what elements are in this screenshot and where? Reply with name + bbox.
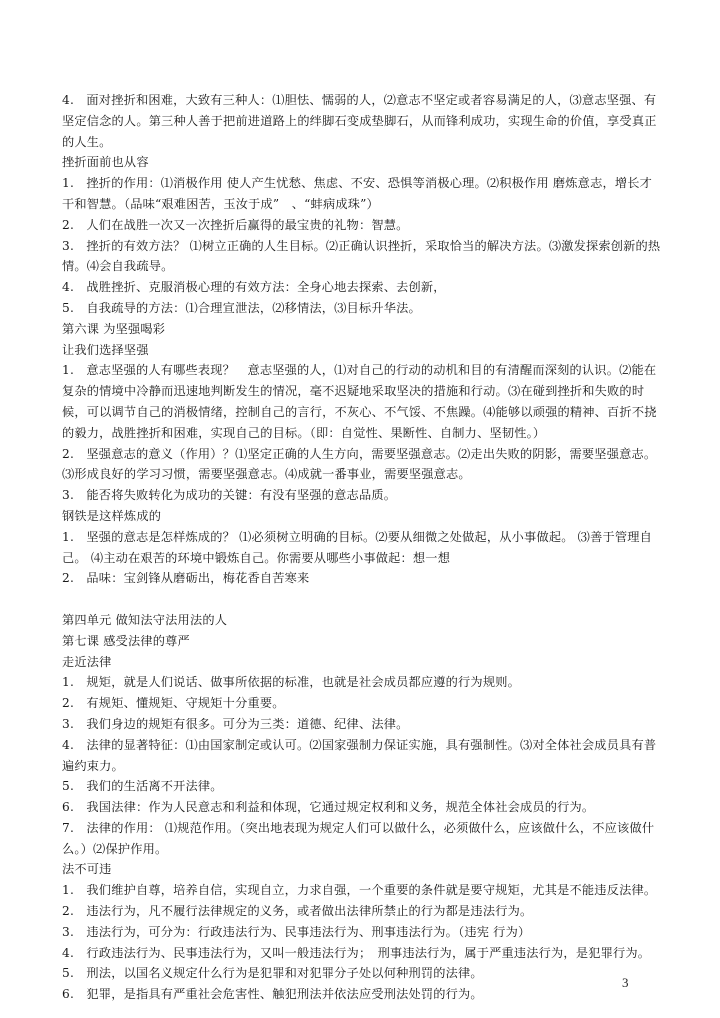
section-heading: 法不可违 [62,862,112,877]
text-line: 1. 意志坚强的人有哪些表现？ 意志坚强的人，⑴对自己的行动的动机和目的有清醒而深刻的认识。⑵能在复杂的情境中冷静而迅速地判断发生的情况，毫不迟疑地采取坚决的措施和行动。⑶在碰到挫折和失败的时候，可以调节自己的消极情绪，控制自己的言行，不灰心、不气馁、不焦躁。⑷能够以顽强的精神、百折不挠的毅力，战胜挫折和困难，实现自己的目标。（即：自觉性、果断性、自制力、坚韧性。） [62,363,657,440]
unit-heading: 第四单元 做知法守法用法的人 [62,612,228,627]
text-line: 7. 法律的作用： ⑴规范作用。（突出地表现为规定人们可以做什么，必须做什么，应该做什么，不应该做什么。）⑵保护作用。 [62,820,655,856]
text-line: 1. 挫折的作用：⑴消极作用 使人产生忧愁、焦虑、不安、恐惧等消极心理。⑵积极作用 磨炼意志，增长才干和智慧。（品味“艰难困苦，玉汝于成” 、“蚌病成珠”） [62,176,653,211]
page-body [62,90,662,1005]
text-line: 4. 战胜挫折、克服消极心理的有效方法：全身心地去探索、去创新， [62,280,446,295]
text-line: 5. 刑法，以国名义规定什么行为是犯罪和对犯罪分子处以何种刑罚的法律。 [62,966,483,981]
text-line: 2. 品味：宝剑锋从磨砺出，梅花香自苦寒来 [62,571,310,586]
text-line: 5. 我们的生活离不开法律。 [62,779,223,794]
text-line: 3. 违法行为，可分为：行政违法行为、民事违法行为、刑事违法行为。（违宪 行为） [62,924,531,939]
text-line: 3. 我们身边的规矩有很多。可分为三类：道德、纪律、法律。 [62,716,409,731]
text-line: 2. 人们在战胜一次又一次挫折后赢得的最宝贵的礼物：智慧。 [62,217,409,232]
text-line: 2. 有规矩、懂规矩、守规矩十分重要。 [62,696,285,711]
text-line: 4. 法律的显著特征：⑴由国家制定或认可。⑵国家强制力保证实施，具有强制性。⑶对全体社会成员具有普遍约束力。 [62,737,657,773]
section-heading: 让我们选择坚强 [62,342,149,357]
section-heading: 走近法律 [62,654,112,669]
text-line: 4. 行政违法行为、民事违法行为，又叫一般违法行为； 刑事违法行为，属于严重违法行为，是犯罪行为。 [62,945,651,960]
text-line: 3. 挫折的有效方法？ ⑴树立正确的人生目标。⑵正确认识挫折，采取恰当的解决方法。⑶激发探索创新的热情。⑷会自我疏导。 [62,238,661,274]
text-line: 6. 犯罪，是指具有严重社会危害性、触犯刑法并依法应受刑法处罚的行为。 [62,987,483,1002]
text-line: 2. 违法行为，凡不履行法律规定的义务，或者做出法律所禁止的行为都是违法行为。 [62,904,533,919]
text-line: 2. 坚强意志的意义（作用）？⑴坚定正确的人生方向，需要坚强意志。⑵走出失败的阴影，需要坚强意志。⑶形成良好的学习习惯，需要坚强意志。⑷成就一番事业，需要坚强意志。 [62,446,657,482]
blank-line [62,589,662,610]
lesson-heading: 第六课 为坚强喝彩 [62,321,166,336]
text-line: 1. 规矩，就是人们说话、做事所依据的标准，也就是社会成员都应遵的行为规则。 [62,675,520,690]
text-line: 5. 自我疏导的方法：⑴合理宣泄法，⑵移情法，⑶目标升华法。 [62,300,421,315]
section-heading: 钢铁是这样炼成的 [62,508,162,523]
text-line: 6. 我国法律：作为人民意志和利益和体现，它通过规定权利和义务，规范全体社会成员的行为。 [62,800,595,815]
page-number: 3 [622,975,629,990]
section-heading: 挫折面前也从容 [62,155,149,170]
text-line: 3. 能否将失败转化为成功的关键：有没有坚强的意志品质。 [62,488,397,503]
text-line: 1. 坚强的意志是怎样炼成的？ ⑴必须树立明确的目标。⑵要从细微之处做起，从小事做起。 ⑶善于管理自己。 ⑷主动在艰苦的环境中锻炼自己。你需要从哪些小事做起：想一想 [62,529,653,565]
text-line: 1. 我们维护自尊，培养自信，实现自立，力求自强，一个重要的条件就是要守规矩，尤其是不能违反法律。 [62,883,657,898]
lesson-heading: 第七课 感受法律的尊严 [62,633,190,648]
text-line: 4. 面对挫折和困难，大致有三种人：⑴胆怯、懦弱的人，⑵意志不坚定或者容易满足的人，⑶意志坚强、有坚定信念的人。第三种人善于把前进道路上的绊脚石变成垫脚石，从而锋利成功，实现生命的价值，享受真正的人生。 [62,93,657,149]
